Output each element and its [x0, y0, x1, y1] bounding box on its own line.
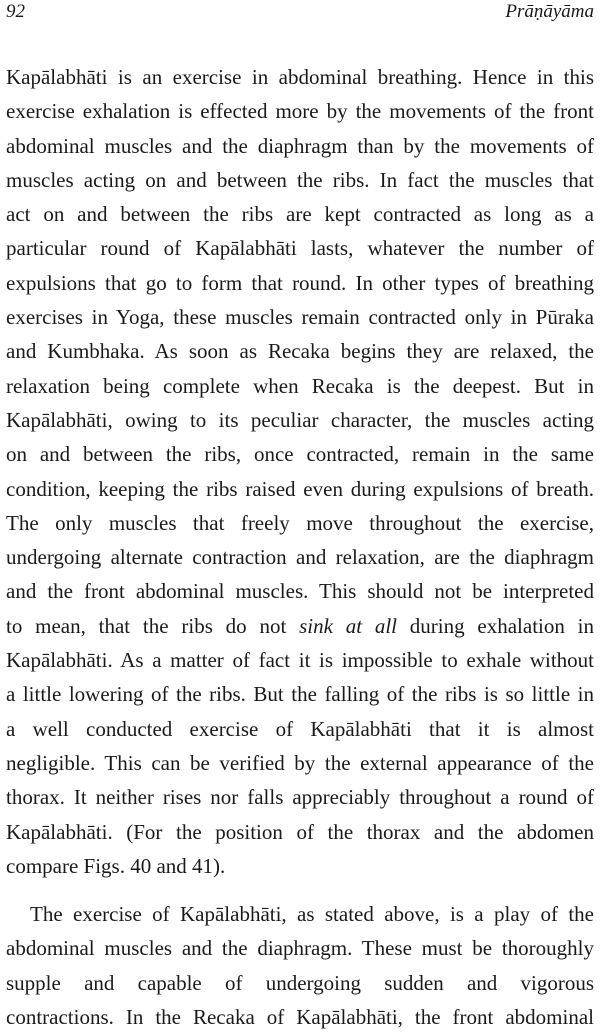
text-line: exercises in Yoga, these muscles remain contracted only in Pūraka: [6, 305, 594, 330]
chapter-title: Prāṇāyāma: [505, 1, 594, 22]
paragraph-1: [6, 60, 594, 883]
page-number: 92: [6, 1, 25, 22]
text-line: condition, keeping the ribs raised even during expulsions of breath.: [6, 476, 594, 501]
running-head: [6, 0, 594, 24]
text-line: abdominal muscles and the diaphragm. These must be thoroughly: [6, 936, 594, 961]
text-line: on and between the ribs, once contracted, remain in the same: [6, 442, 594, 467]
text-line: compare Figs. 40 and 41).: [6, 853, 226, 878]
text-line: contractions. In the Recaka of Kapālabhāti, the front abdominal: [6, 1005, 594, 1030]
text-line: supple and capable of undergoing sudden and vigorous: [6, 970, 594, 995]
text-line: undergoing alternate contraction and relaxation, are the diaphragm: [6, 545, 594, 570]
body-text: [6, 60, 594, 1034]
text-line: expulsions that go to form that round. In other types of breathing: [6, 270, 594, 295]
text-line: particular round of Kapālabhāti lasts, whatever the number of: [6, 236, 594, 261]
text-line: and Kumbhaka. As soon as Recaka begins they are relaxed, the: [6, 339, 594, 364]
text-line-with-emphasis: [6, 609, 594, 643]
text-line: act on and between the ribs are kept contracted as long as a: [6, 202, 594, 227]
italic-emphasis: sink at all: [299, 613, 397, 638]
text-line: negligible. This can be verified by the external appearance of the: [6, 750, 594, 775]
text-line: Kapālabhāti. As a matter of fact it is impossible to exhale without: [6, 648, 594, 673]
text-line: thorax. It neither rises nor falls appreciably throughout a round of: [6, 785, 594, 810]
text-line: Kapālabhāti. (For the position of the thorax and the abdomen: [6, 819, 594, 844]
text-line: a well conducted exercise of Kapālabhāti that it is almost: [6, 716, 594, 741]
text-line: a little lowering of the ribs. But the falling of the ribs is so little in: [6, 682, 594, 707]
text-line: relaxation being complete when Recaka is the deepest. But in: [6, 373, 594, 398]
paragraph-2: [6, 897, 594, 1034]
text-line: exercise exhalation is effected more by the movements of the front: [6, 99, 594, 124]
text-line: muscles acting on and between the ribs. In fact the muscles that: [6, 167, 594, 192]
text-line: and the front abdominal muscles. This should not be interpreted: [6, 579, 594, 604]
text-line: The exercise of Kapālabhāti, as stated above, is a play of the: [30, 902, 594, 927]
text-segment: during exhalation in: [409, 613, 594, 638]
text-line: Kapālabhāti is an exercise in abdominal breathing. Hence in this: [6, 65, 594, 89]
text-line: Kapālabhāti, owing to its peculiar character, the muscles acting: [6, 407, 594, 432]
text-line: The only muscles that freely move throughout the exercise,: [6, 510, 594, 535]
text-segment: to mean, that the ribs do not: [6, 613, 287, 638]
text-line: abdominal muscles and the diaphragm than by the movements of: [6, 133, 594, 158]
